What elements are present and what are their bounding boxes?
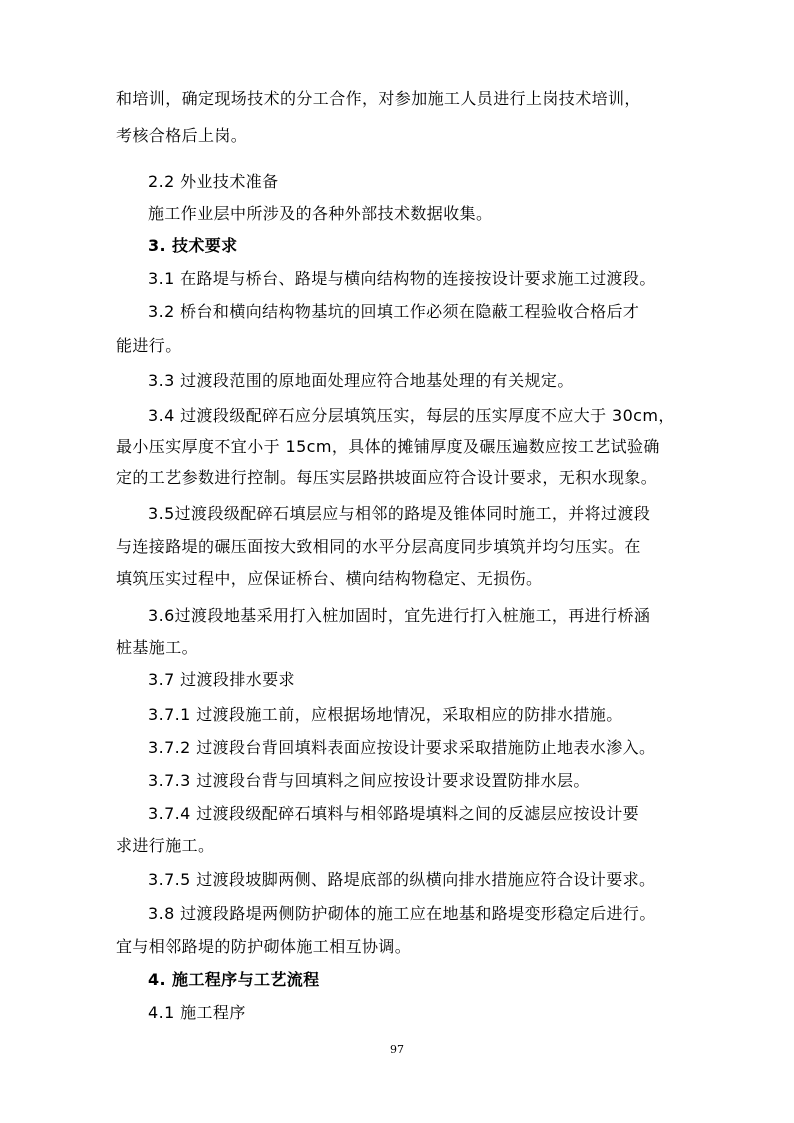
paragraph-line: 3.3 过渡段范围的原地面处理应符合地基处理的有关规定。 bbox=[148, 371, 574, 390]
paragraph-line: 填筑压实过程中，应保证桥台、横向结构物稳定、无损伤。 bbox=[116, 569, 543, 588]
paragraph-line: 3.6过渡段地基采用打入桩加固时，宜先进行打入桩施工，再进行桥涵 bbox=[148, 606, 651, 625]
paragraph-line: 3.8 过渡段路堤两侧防护砌体的施工应在地基和路堤变形稳定后进行。 bbox=[148, 904, 656, 923]
section-heading: 2.2 外业技术准备 bbox=[148, 172, 279, 191]
paragraph-line: 宜与相邻路堤的防护砌体施工相互协调。 bbox=[116, 937, 412, 956]
paragraph-line: 3.7.4 过渡段级配碎石填料与相邻路堤填料之间的反滤层应按设计要 bbox=[148, 804, 639, 823]
section-heading: 4. 施工程序与工艺流程 bbox=[148, 970, 320, 989]
paragraph-line: 定的工艺参数进行控制。每压实层路拱坡面应符合设计要求，无积水现象。 bbox=[116, 468, 658, 487]
paragraph-line: 3.5过渡段级配碎石填层应与相邻的路堤及锥体同时施工，并将过渡段 bbox=[148, 504, 651, 523]
paragraph-line: 施工作业层中所涉及的各种外部技术数据收集。 bbox=[148, 204, 493, 223]
paragraph-line: 桩基施工。 bbox=[116, 638, 199, 657]
paragraph-line: 3.7.5 过渡段坡脚两侧、路堤底部的纵横向排水措施应符合设计要求。 bbox=[148, 870, 656, 889]
paragraph-line: 和培训，确定现场技术的分工合作，对参加施工人员进行上岗技术培训， bbox=[116, 89, 641, 108]
paragraph-line: 3.4 过渡段级配碎石应分层填筑压实，每层的压实厚度不应大于 30cm， bbox=[148, 406, 675, 425]
paragraph-line: 3.1 在路堤与桥台、路堤与横向结构物的连接按设计要求施工过渡段。 bbox=[148, 269, 656, 288]
paragraph-line: 考核合格后上岗。 bbox=[116, 126, 248, 145]
paragraph-line: 3.7.1 过渡段施工前，应根据场地情况，采取相应的防排水措施。 bbox=[148, 705, 623, 724]
paragraph-line: 3.7.3 过渡段台背与回填料之间应按设计要求设置防排水层。 bbox=[148, 771, 590, 790]
section-heading: 4.1 施工程序 bbox=[148, 1003, 246, 1022]
paragraph-line: 与连接路堤的碾压面按大致相同的水平分层高度同步填筑并均匀压实。在 bbox=[116, 537, 641, 556]
paragraph-line: 能进行。 bbox=[116, 336, 182, 355]
paragraph-line: 3.2 桥台和横向结构物基坑的回填工作必须在隐蔽工程验收合格后才 bbox=[148, 302, 640, 321]
section-heading: 3.7 过渡段排水要求 bbox=[148, 670, 295, 689]
section-heading: 3. 技术要求 bbox=[148, 236, 238, 255]
paragraph-line: 最小压实厚度不宜小于 15cm，具体的摊铺厚度及碾压遍数应按工艺试验确 bbox=[116, 437, 660, 456]
paragraph-line: 3.7.2 过渡段台背回填料表面应按设计要求采取措施防止地表水渗入。 bbox=[148, 738, 656, 757]
page-number: 97 bbox=[390, 1043, 404, 1056]
paragraph-line: 求进行施工。 bbox=[116, 836, 215, 855]
